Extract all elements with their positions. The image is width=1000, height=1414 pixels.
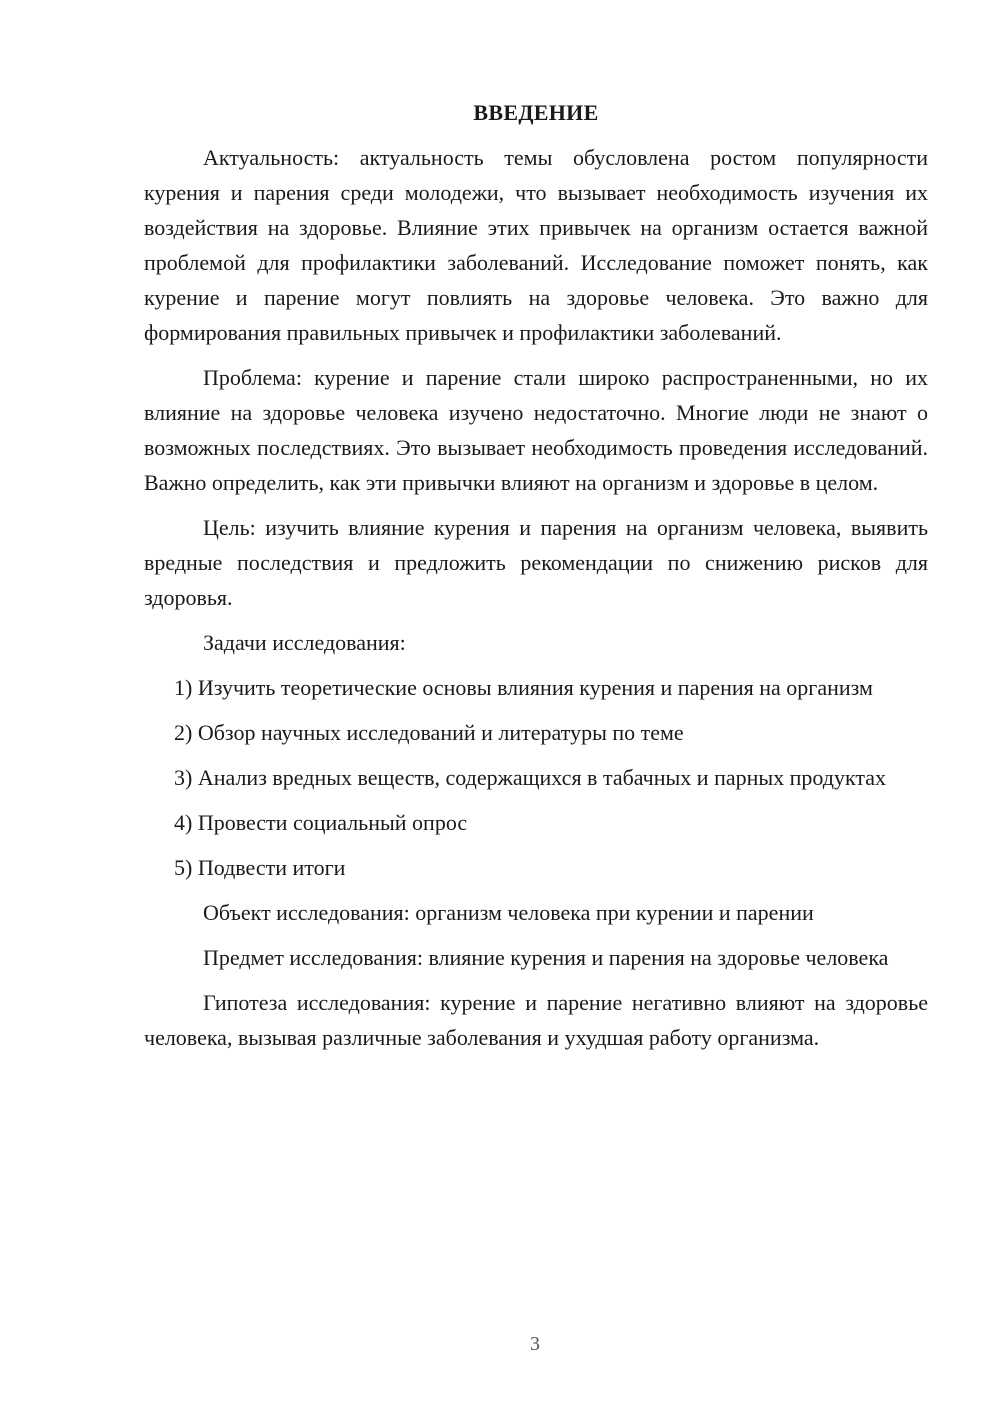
- goal-paragraph: Цель: изучить влияние курения и парения на организм человека, выявить вредные последствия и предложить рекомендации по снижению рисков для здоровья.: [144, 515, 928, 610]
- task-item-5: 5) Подвести итоги: [174, 855, 346, 880]
- hypothesis-paragraph: Гипотеза исследования: курение и парение негативно влияют на здоровье человека, вызывая различные заболевания и ухудшая работу организма.: [144, 990, 928, 1050]
- problem-paragraph: Проблема: курение и парение стали широко распространенными, но их влияние на здоровье человека изучено недостаточно. Многие люди не знают о возможных последствиях. Это вызывает необходимость проведения исследований. Важно определить, как эти привычки влияют на организм и здоровье в целом.: [144, 365, 928, 495]
- task-item-1: 1) Изучить теоретические основы влияния курения и парения на организм: [174, 675, 873, 700]
- task-item-3: 3) Анализ вредных веществ, содержащихся в табачных и парных продуктах: [174, 765, 887, 790]
- object-paragraph: Объект исследования: организм человека при курении и парении: [203, 900, 814, 925]
- relevance-paragraph: Актуальность: актуальность темы обусловлена ростом популярности курения и парения среди молодежи, что вызывает необходимость изучения их воздействия на здоровье. Влияние этих привычек на организм остается важной проблемой для профилактики заболеваний. Исследование поможет понять, как курение и парение могут повлиять на здоровье человека. Это важно для формирования правильных привычек и профилактики заболеваний.: [144, 145, 928, 345]
- page-number: 3: [530, 1333, 540, 1355]
- tasks-title: Задачи исследования:: [203, 630, 406, 655]
- subject-paragraph: Предмет исследования: влияние курения и парения на здоровье человека: [203, 945, 889, 970]
- document-page: [144, 95, 928, 1065]
- section-heading: ВВЕДЕНИЕ: [473, 100, 599, 125]
- task-item-2: 2) Обзор научных исследований и литературы по теме: [174, 720, 684, 745]
- task-item-4: 4) Провести социальный опрос: [174, 810, 468, 835]
